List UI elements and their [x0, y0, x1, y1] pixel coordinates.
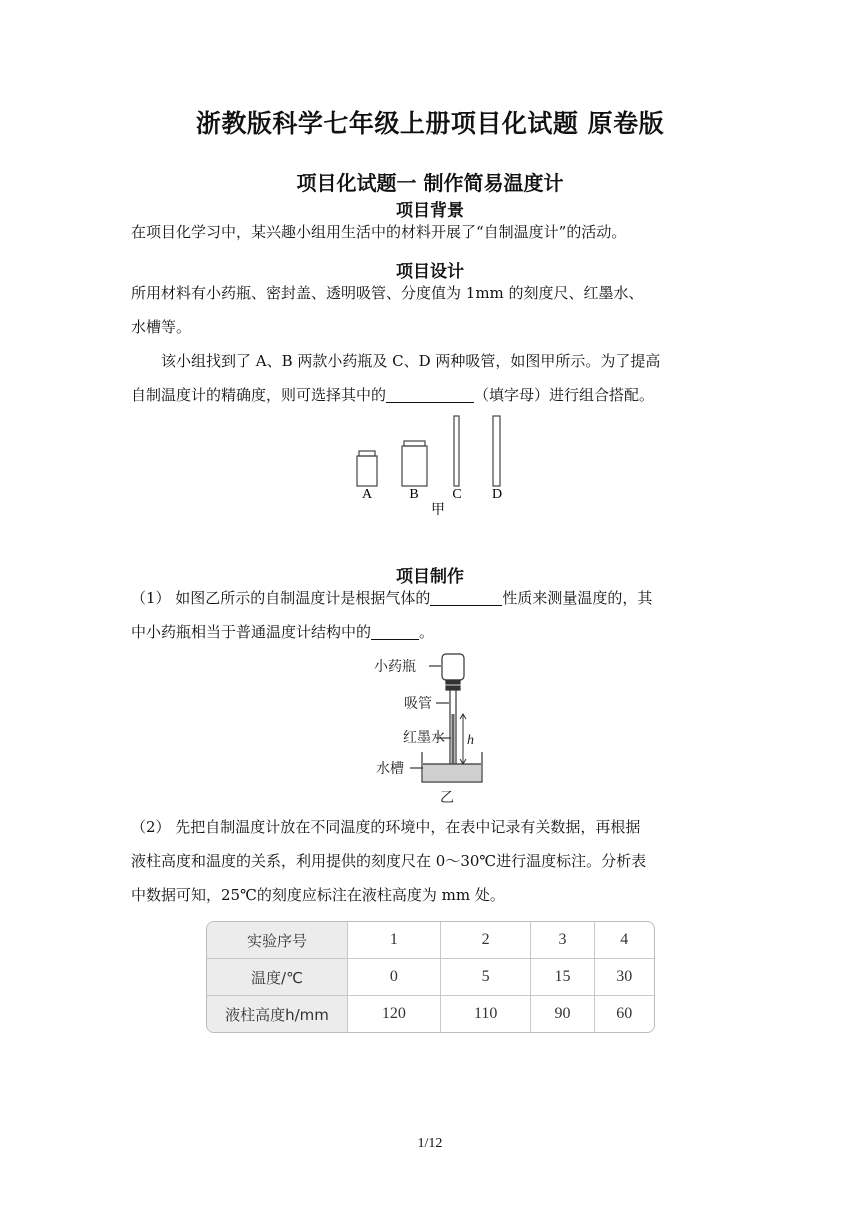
row-header-temperature: 温度/℃: [207, 959, 348, 996]
table-cell: 0: [348, 959, 441, 996]
figure-yi-caption: 乙: [440, 790, 454, 806]
table-cell: 60: [616, 1005, 633, 1022]
question-1: [131, 581, 731, 649]
label-a: A: [361, 487, 373, 502]
answer-blank-property[interactable]: [430, 587, 502, 606]
table-cell: 4: [595, 922, 654, 959]
label-ink: 红墨水: [403, 730, 445, 746]
table-row: [207, 922, 654, 959]
table-cell: 5: [441, 959, 532, 996]
background-text: 在项目化学习中，某兴趣小组用生活中的材料开展了“自制温度计”的活动。: [131, 223, 627, 241]
table-row: [207, 959, 654, 996]
q2-line-2: 液柱高度和温度的关系，利用提供的刻度尺在 0～30℃进行温度标注。分析表: [131, 852, 647, 870]
figure-jia-caption: 甲: [431, 503, 445, 518]
straw-c-icon: [454, 416, 459, 486]
label-b: B: [409, 487, 419, 502]
design-para2-tail: （填字母）进行组合搭配。: [474, 386, 655, 404]
row-header-trial: 实验序号: [207, 922, 348, 959]
q1-line-2: [131, 615, 731, 649]
section-heading-make: 项目制作: [396, 567, 464, 587]
figure-jia: [340, 410, 520, 522]
label-tank: 水槽: [376, 761, 404, 777]
label-d: D: [491, 487, 503, 502]
label-c: C: [452, 487, 462, 502]
project-title: 项目化试题一 制作简易温度计: [296, 171, 564, 195]
q1-line-1: [131, 581, 731, 615]
design-para2-line-2: [131, 378, 731, 412]
table-cell: 1: [348, 922, 441, 959]
page-number: 1/12: [417, 1136, 443, 1151]
question-2: [131, 810, 731, 912]
section-heading-design: 项目设计: [396, 262, 464, 282]
design-paragraph-1: [131, 276, 731, 344]
section-heading-background: 项目背景: [396, 201, 464, 221]
table-cell: 90: [531, 996, 594, 1032]
bottle-a-icon: [357, 456, 377, 486]
table-cell: 110: [441, 996, 532, 1032]
table-row: [207, 996, 654, 1032]
data-table: [206, 921, 655, 1033]
row-header-height: 液柱高度h/mm: [207, 996, 348, 1032]
document-title: 浙教版科学七年级上册项目化试题 原卷版: [195, 109, 665, 138]
answer-blank-combination[interactable]: [386, 384, 474, 403]
q1-text-a: （1） 如图乙所示的自制温度计是根据气体的: [131, 589, 431, 607]
answer-blank-structure[interactable]: [371, 621, 419, 640]
design-para2-line-1: 该小组找到了 A、B 两款小药瓶及 C、D 两种吸管，如图甲所示。为了提高: [161, 352, 661, 370]
label-straw: 吸管: [404, 696, 432, 712]
q1-text-d: 。: [419, 623, 435, 641]
label-h: h: [467, 733, 474, 748]
bottle-icon: [442, 654, 464, 680]
q1-text-b: 性质来测量温度的，其: [502, 589, 653, 607]
figure-yi: [370, 650, 500, 810]
q2-line-3: 中数据可知，25℃的刻度应标注在液柱高度为 mm 处。: [131, 886, 505, 904]
table-cell: 30: [595, 959, 654, 996]
bottle-b-icon: [402, 446, 427, 486]
design-line-1: 所用材料有小药瓶、密封盖、透明吸管、分度值为 1mm 的刻度尺、红墨水、: [131, 284, 644, 302]
table-cell: 3: [531, 922, 594, 959]
table-cell: 120: [348, 996, 441, 1032]
q1-text-c: 中小药瓶相当于普通温度计结构中的: [131, 623, 372, 641]
q2-line-1: （2） 先把自制温度计放在不同温度的环境中，在表中记录有关数据，再根据: [131, 818, 641, 836]
table-cell: 15: [531, 959, 594, 996]
table-cell: 2: [441, 922, 532, 959]
design-para2-text: 自制温度计的精确度，则可选择其中的: [131, 386, 387, 404]
design-line-2: 水槽等。: [131, 318, 192, 336]
straw-d-icon: [493, 416, 500, 486]
label-bottle: 小药瓶: [374, 659, 416, 675]
design-paragraph-2: [131, 344, 731, 412]
